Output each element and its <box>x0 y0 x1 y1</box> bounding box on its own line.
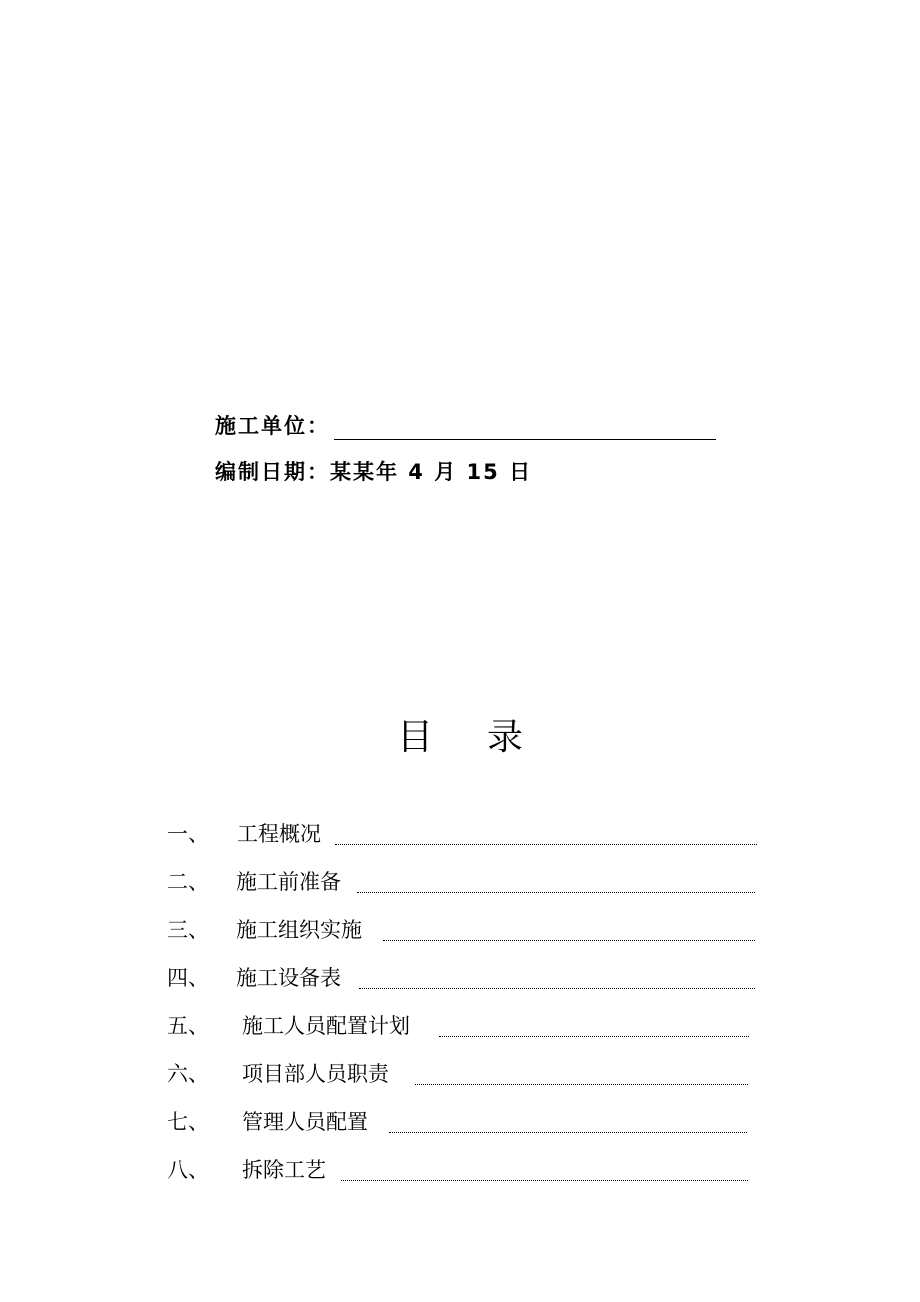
toc-item <box>167 866 755 896</box>
toc-item <box>167 1010 749 1040</box>
toc-item <box>167 1058 748 1088</box>
toc-item-label: 施工组织实施 <box>236 918 362 942</box>
toc-leader-dots <box>415 1084 748 1085</box>
toc-item-number: 二、 <box>167 870 209 894</box>
toc-leader-dots <box>389 1132 747 1133</box>
toc-title-char-2: 录 <box>487 717 524 758</box>
compile-date-line <box>215 458 532 486</box>
compile-date-label: 编制日期： <box>215 460 330 484</box>
toc-leader-dots <box>357 892 755 893</box>
toc-item <box>167 1106 747 1136</box>
toc-item-number: 七、 <box>167 1110 209 1134</box>
toc-item-label: 工程概况 <box>237 822 321 846</box>
toc-leader-dots <box>341 1180 748 1181</box>
construction-unit-blank <box>334 415 716 440</box>
compile-date-value: 某某年 4 月 15 日 <box>330 460 533 484</box>
toc-leader-dots <box>359 988 755 989</box>
toc-leader-dots <box>439 1036 749 1037</box>
construction-unit-label: 施工单位： <box>215 414 330 438</box>
toc-item-number: 一、 <box>167 822 209 846</box>
toc-item-number: 八、 <box>167 1158 209 1182</box>
toc-item-label: 施工人员配置计划 <box>242 1014 410 1038</box>
toc-item <box>167 962 755 992</box>
toc-item <box>167 1154 748 1184</box>
toc-item-label: 施工设备表 <box>236 966 341 990</box>
toc-item-label: 施工前准备 <box>236 870 341 894</box>
toc-item-label: 拆除工艺 <box>242 1158 326 1182</box>
toc-leader-dots <box>383 940 755 941</box>
toc-item-number: 五、 <box>167 1014 209 1038</box>
toc-item-number: 六、 <box>167 1062 209 1086</box>
toc-item-label: 项目部人员职责 <box>242 1062 389 1086</box>
toc-item <box>167 914 755 944</box>
toc-leader-dots <box>335 844 757 845</box>
toc-item-number: 三、 <box>167 918 209 942</box>
toc-item-label: 管理人员配置 <box>242 1110 368 1134</box>
toc-title <box>0 712 920 764</box>
toc-item-number: 四、 <box>167 966 209 990</box>
toc-item <box>167 818 757 848</box>
toc-title-char-1: 目 <box>396 717 433 758</box>
construction-unit-line <box>215 412 716 440</box>
